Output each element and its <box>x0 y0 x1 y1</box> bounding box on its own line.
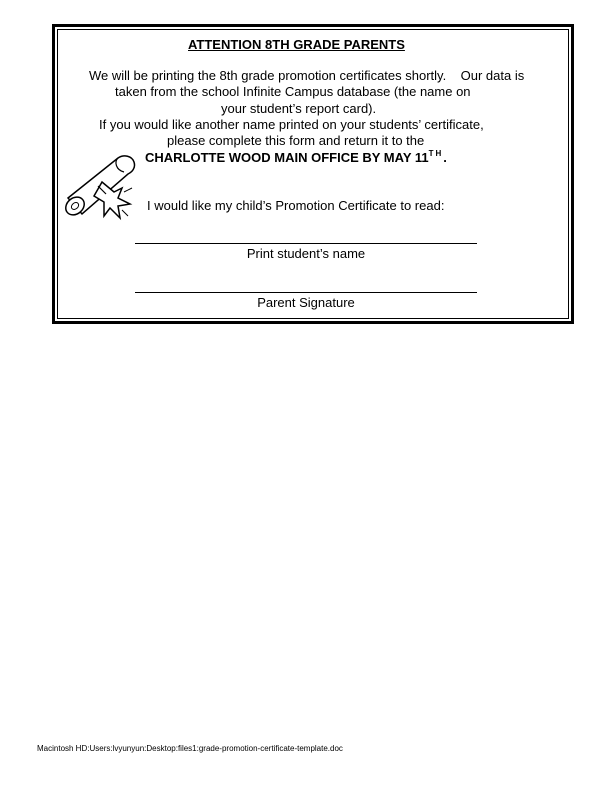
deadline-line <box>145 150 447 165</box>
diploma-scroll-icon <box>58 152 152 232</box>
student-name-caption: Print student’s name <box>246 246 366 261</box>
deadline-text: CHARLOTTE WOOD MAIN OFFICE BY MAY 11 <box>145 150 429 165</box>
footer-file-path: Macintosh HD:Users:lvyunyun:Desktop:files1:grade-promotion-certificate-template.doc <box>37 744 343 753</box>
parent-signature-line[interactable] <box>135 292 477 293</box>
notice-line-4: If you would like another name printed on your students’ certificate, <box>99 117 484 132</box>
notice-title: ATTENTION 8TH GRADE PARENTS <box>188 37 405 52</box>
notice-line-5: please complete this form and return it to the <box>167 133 425 148</box>
notice-line-2: taken from the school Infinite Campus database (the name on <box>115 84 471 99</box>
student-name-line[interactable] <box>135 243 477 244</box>
notice-line-1: We will be printing the 8th grade promotion certificates shortly. Our data is <box>89 68 525 83</box>
request-line: I would like my child’s Promotion Certificate to read: <box>147 198 445 213</box>
deadline-end: . <box>443 150 447 165</box>
notice-line-3: your student’s report card). <box>221 101 377 116</box>
parent-signature-caption: Parent Signature <box>257 295 355 310</box>
deadline-suffix: TH <box>428 149 444 158</box>
